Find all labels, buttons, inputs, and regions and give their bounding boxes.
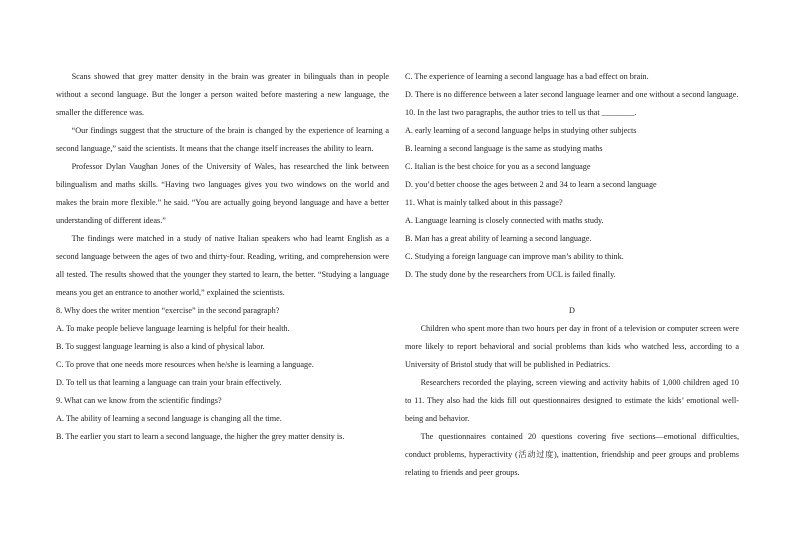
- question-8: 8. Why does the writer mention “exercise” in the second paragraph?: [56, 306, 280, 315]
- spacer: [405, 284, 739, 302]
- question-10-option-c: C. Italian is the best choice for you as a second language: [405, 162, 591, 171]
- question-9-option-c: C. The experience of learning a second language has a bad effect on brain.: [405, 72, 649, 81]
- question-8-option-d: D. To tell us that learning a language can train your brain effectively.: [56, 378, 282, 387]
- passage-paragraph: The questionnaires contained 20 questions covering five sections—emotional difficulties, conduct problems, hyperactivity (活动过度), inattention, friendship and peer groups and problems relating to friends and peer groups.: [405, 432, 739, 477]
- passage-paragraph: Researchers recorded the playing, screen viewing and activity habits of 1,000 children aged 10 to 11. They also had the kids fill out questionnaires designed to estimate the kids’ emotional well-being and behavior.: [405, 378, 739, 423]
- question-10-option-b: B. learning a second language is the same as studying maths: [405, 144, 603, 153]
- question-10-option-d: D. you’d better choose the ages between 2 and 34 to learn a second language: [405, 180, 657, 189]
- question-9-option-d: D. There is no difference between a later second language learner and one without a second language.: [405, 90, 739, 99]
- passage-paragraph: Children who spent more than two hours per day in front of a television or computer screen were more likely to report behavioral and social problems than kids who watched less, according to a University of Bristol study that will be published in Pediatrics.: [405, 324, 739, 369]
- question-8-option-c: C. To prove that one needs more resources when he/she is learning a language.: [56, 360, 314, 369]
- left-column: [56, 68, 389, 446]
- question-11: 11. What is mainly talked about in this passage?: [405, 198, 563, 207]
- question-9-option-b: B. The earlier you start to learn a second language, the higher the grey matter density is.: [56, 432, 345, 441]
- question-8-option-a: A. To make people believe language learning is helpful for their health.: [56, 324, 290, 333]
- question-8-option-b: B. To suggest language learning is also a kind of physical labor.: [56, 342, 265, 351]
- question-11-option-a: A. Language learning is closely connected with maths study.: [405, 216, 604, 225]
- section-heading: D: [569, 306, 575, 315]
- question-9-option-a: A. The ability of learning a second language is changing all the time.: [56, 414, 282, 423]
- passage-paragraph: “Our findings suggest that the structure of the brain is changed by the experience of learning a second language,” said the scientists. It means that the change itself increases the ability to learn.: [56, 126, 389, 153]
- question-11-option-d: D. The study done by the researchers from UCL is failed finally.: [405, 270, 616, 279]
- right-column: [405, 68, 739, 482]
- passage-paragraph: Scans showed that grey matter density in the brain was greater in bilinguals than in people without a second language. But the longer a person waited before mastering a new language, the smaller the difference was.: [56, 72, 389, 117]
- question-9: 9. What can we know from the scientific findings?: [56, 396, 222, 405]
- passage-paragraph: Professor Dylan Vaughan Jones of the University of Wales, has researched the link between bilingualism and maths skills. “Having two languages gives you two windows on the world and makes the brain more flexible.” he said. “You are actually going beyond language and have a better understanding of different ideas.”: [56, 162, 389, 225]
- question-11-option-c: C. Studying a foreign language can improve man’s ability to think.: [405, 252, 624, 261]
- question-10: 10. In the last two paragraphs, the author tries to tell us that ________.: [405, 108, 637, 117]
- question-10-option-a: A. early learning of a second language helps in studying other subjects: [405, 126, 637, 135]
- question-11-option-b: B. Man has a great ability of learning a second language.: [405, 234, 592, 243]
- passage-paragraph: The findings were matched in a study of native Italian speakers who had learnt English as a second language between the ages of two and thirty-four. Reading, writing, and comprehension were all tested. The results showed that the younger they started to learn, the better. “Studying a language means you get an entrance to another world,” explained the scientists.: [56, 234, 389, 297]
